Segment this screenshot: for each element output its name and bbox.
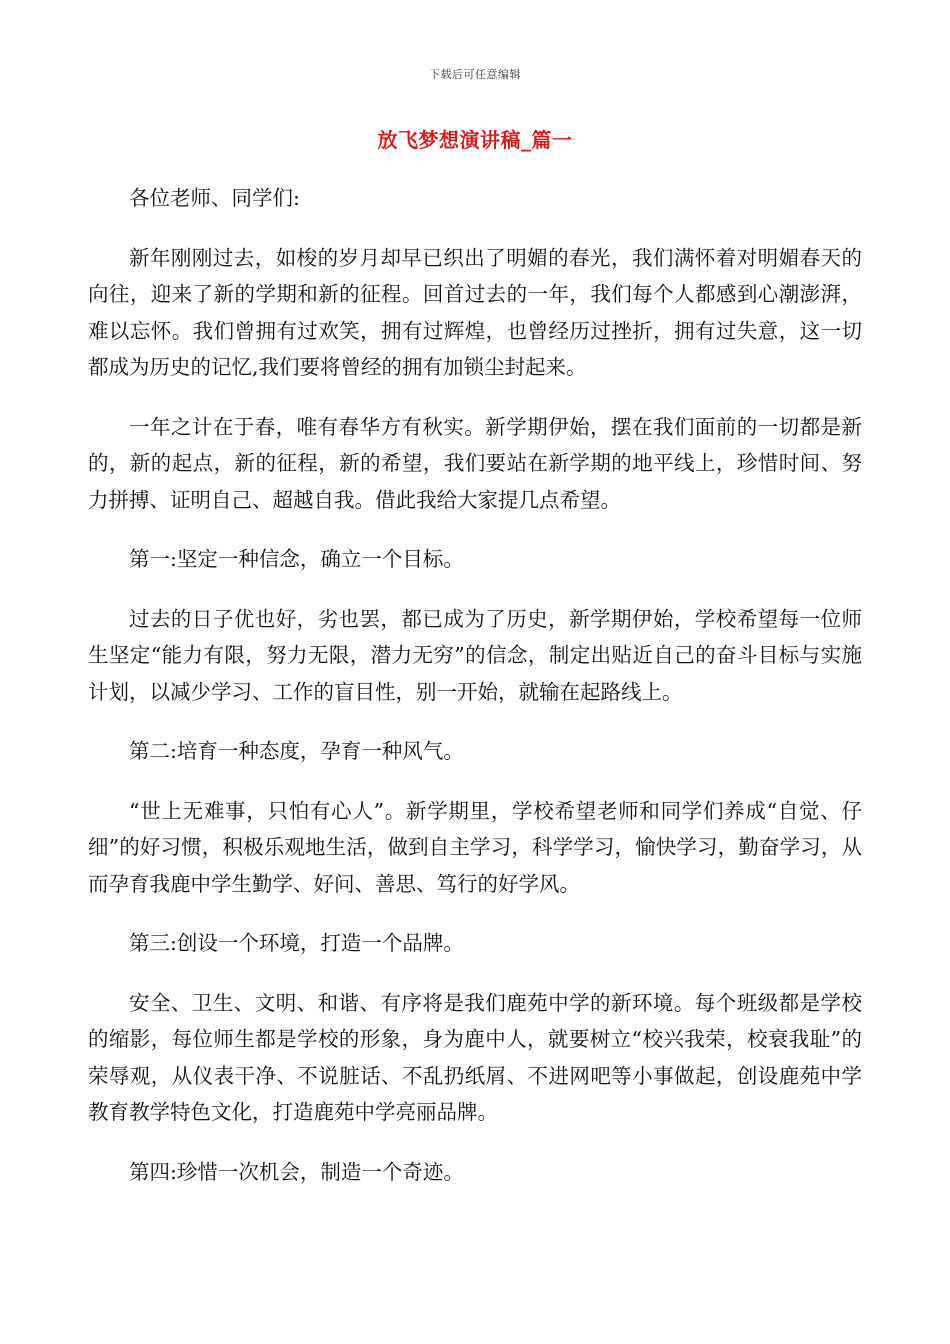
body-paragraph: 过去的日子优也好，劣也罢，都已成为了历史，新学期伊始，学校希望每一位师生坚定“能力有限，努力无限，潜力无穷”的信念，制定出贴近自己的奋斗目标与实施计划，以减少学习、工作的盲目性，别一开始，就输在起路线上。 <box>88 606 862 704</box>
body-paragraph: “世上无难事，只怕有心人”。新学期里，学校希望老师和同学们养成“自觉、仔细”的好习惯，积极乐观地生活，做到自主学习，科学学习，愉快学习，勤奋学习，从而孕育我鹿中学生勤学、好问、善思、笃行的好学风。 <box>88 798 862 896</box>
section-heading: 第二:培育一种态度，孕育一种风气。 <box>129 739 464 763</box>
document-body <box>88 180 862 1213</box>
section-heading: 第四:珍惜一次机会，制造一个奇迹。 <box>129 1159 464 1184</box>
section-heading: 第三:创设一个环境，打造一个品牌。 <box>129 931 464 955</box>
body-paragraph: 新年刚刚过去，如梭的岁月却早已织出了明媚的春光，我们满怀着对明媚春天的向往，迎来了新的学期和新的征程。回首过去的一年，我们每个人都感到心潮澎湃，难以忘怀。我们曾拥有过欢笑，拥有过辉煌，也曾经历过挫折，拥有过失意，这一切都成为历史的记忆,我们要将曾经的拥有加锁尘封起来。 <box>88 245 862 379</box>
document-title: 放飞梦想演讲稿_篇一 <box>377 128 573 152</box>
body-paragraph: 一年之计在于春，唯有春华方有秋实。新学期伊始，摆在我们面前的一切都是新的，新的起点，新的征程，新的希望，我们要站在新学期的地平线上，珍惜时间、努力拼搏、证明自己、超越自我。借此我给大家提几点希望。 <box>88 414 862 512</box>
salutation-paragraph: 各位老师、同学们: <box>129 186 300 210</box>
body-paragraph: 安全、卫生、文明、和谐、有序将是我们鹿苑中学的新环境。每个班级都是学校的缩影，每位师生都是学校的形象，身为鹿中人，就要树立“校兴我荣，校衰我耻”的荣辱观，从仪表干净、不说脏话、不乱扔纸屑、不进网吧等小事做起，创设鹿苑中学教育教学特色文化，打造鹿苑中学亮丽品牌。 <box>88 990 862 1124</box>
section-heading: 第一:坚定一种信念，确立一个目标。 <box>129 547 464 571</box>
header-note: 下载后可任意编辑 <box>429 68 521 81</box>
